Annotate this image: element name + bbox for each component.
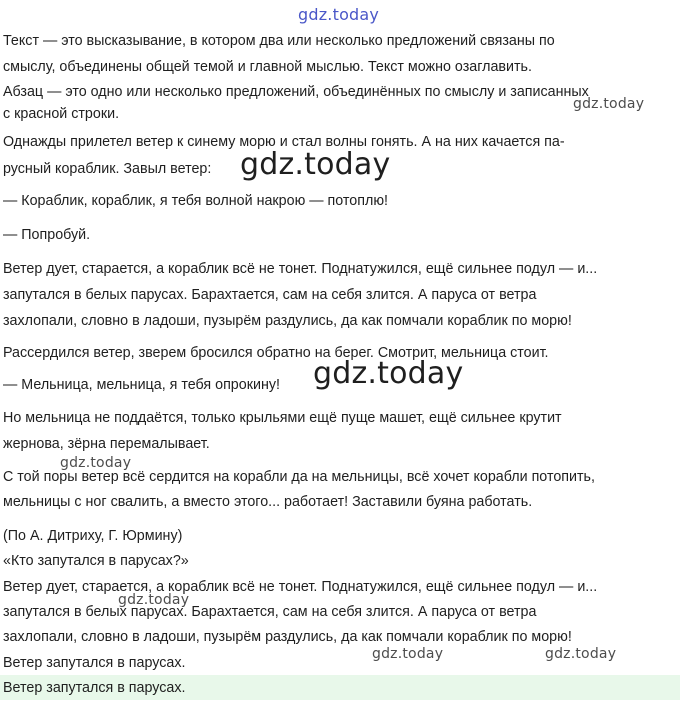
text-line: Ветер дует, старается, а кораблик всё не тонет. Поднатужился, ещё сильнее подул — и...	[3, 261, 598, 277]
text-line: жернова, зёрна перемалывает.	[3, 436, 210, 452]
watermark: gdz.today	[313, 356, 464, 391]
text-line: запутался в белых парусах. Барахтается, сам на себя злится. А паруса от ветра	[3, 604, 537, 620]
text-line: Рассердился ветер, зверем бросился обратно на берег. Смотрит, мельница стоит.	[3, 345, 549, 361]
answer-line: Ветер запутался в парусах.	[3, 680, 186, 696]
text-line: Однажды прилетел ветер к синему морю и стал волны гонять. А на них качается па-	[3, 134, 565, 150]
text-line: захлопали, словно в ладоши, пузырём раздулись, да как помчали кораблик по морю!	[3, 313, 572, 329]
watermark: gdz.today	[240, 147, 391, 182]
text-line: смыслу, объединены общей темой и главной мыслью. Текст можно озаглавить.	[3, 59, 532, 75]
watermark: gdz.today	[372, 646, 444, 662]
text-line: захлопали, словно в ладоши, пузырём раздулись, да как помчали кораблик по морю!	[3, 629, 572, 645]
watermark: gdz.today	[118, 592, 190, 608]
text-line: — Кораблик, кораблик, я тебя волной накрою — потоплю!	[3, 193, 389, 209]
text-line: — Мельница, мельница, я тебя опрокину!	[3, 377, 280, 393]
text-line: мельницы с ног свалить, а вместо этого... работает! Заставили буяна работать.	[3, 494, 533, 510]
text-line: русный кораблик. Завыл ветер:	[3, 161, 212, 177]
text-line: Ветер запутался в парусах.	[3, 655, 186, 671]
text-line: запутался в белых парусах. Барахтается, сам на себя злится. А паруса от ветра	[3, 287, 537, 303]
text-line: Ветер дует, старается, а кораблик всё не тонет. Поднатужился, ещё сильнее подул — и...	[3, 579, 598, 595]
watermark-top: gdz.today	[298, 5, 380, 24]
text-line: С той поры ветер всё сердится на корабли да на мельницы, всё хочет корабли потопить,	[3, 469, 595, 485]
text-line: с красной строки.	[3, 106, 120, 122]
watermark: gdz.today	[60, 455, 132, 471]
watermark: gdz.today	[573, 96, 645, 112]
text-line: Текст — это высказывание, в котором два или несколько предложений связаны по	[3, 33, 555, 49]
text-line: «Кто запутался в парусах?»	[3, 553, 189, 569]
text-line: Но мельница не поддаётся, только крыльями ещё пуще машет, ещё сильнее крутит	[3, 410, 562, 426]
text-line: — Попробуй.	[3, 227, 91, 243]
text-line: Абзац — это одно или несколько предложений, объединённых по смыслу и записанных	[3, 84, 589, 100]
text-line: (По А. Дитриху, Г. Юрмину)	[3, 528, 183, 544]
watermark: gdz.today	[545, 646, 617, 662]
